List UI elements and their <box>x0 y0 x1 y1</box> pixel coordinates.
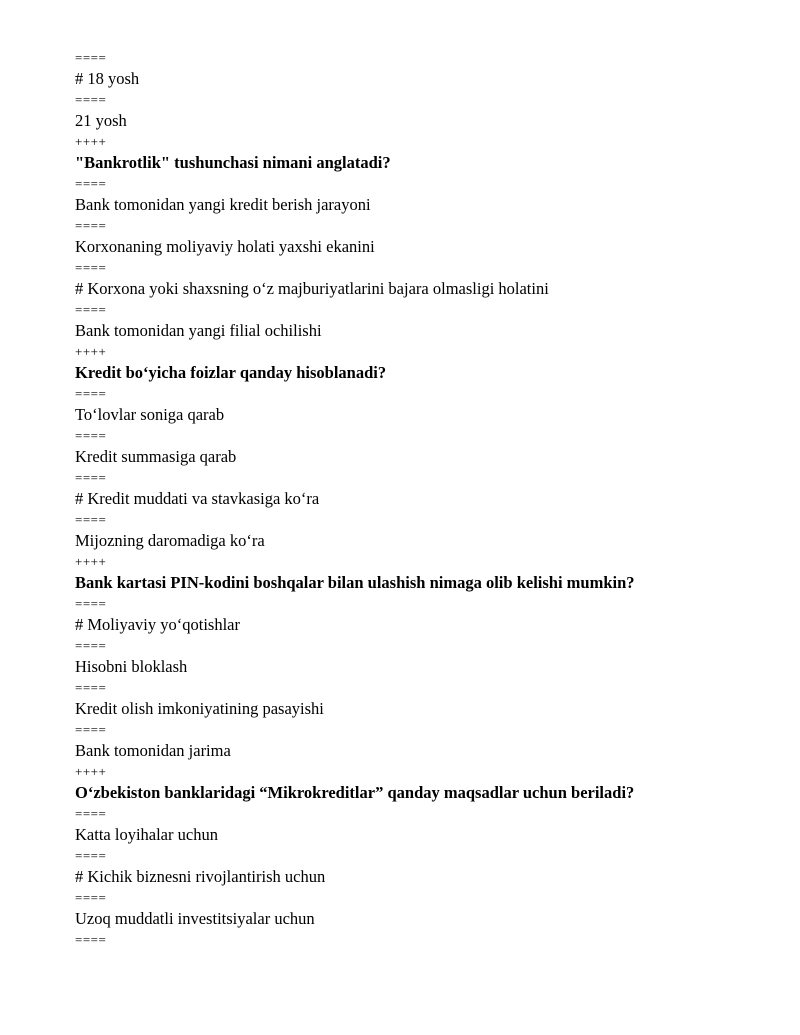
question-text: "Bankrotlik" tushunchasi nimani anglatadi? <box>75 153 391 172</box>
answer-option: # Korxona yoki shaxsning o‘z majburiyatlarini bajara olmasligi holatini <box>75 279 549 298</box>
answer-option: Bank tomonidan yangi kredit berish jarayoni <box>75 195 371 214</box>
question-text: Kredit bo‘yicha foizlar qanday hisoblanadi? <box>75 363 387 382</box>
answer-option: # 18 yosh <box>75 69 140 88</box>
answer-option: # Moliyaviy yo‘qotishlar <box>75 615 240 634</box>
separator-line: ==== <box>75 638 107 653</box>
answer-option: Bank tomonidan jarima <box>75 741 231 760</box>
separator-line: ++++ <box>75 344 107 359</box>
answer-option: Bank tomonidan yangi filial ochilishi <box>75 321 322 340</box>
separator-line: ==== <box>75 92 107 107</box>
separator-line: ==== <box>75 218 107 233</box>
answer-option: 21 yosh <box>75 111 127 130</box>
separator-line: ==== <box>75 806 107 821</box>
question-text: O‘zbekiston banklaridagi “Mikrokreditlar” qanday maqsadlar uchun beriladi? <box>75 783 635 802</box>
separator-line: ++++ <box>75 134 107 149</box>
separator-line: ==== <box>75 470 107 485</box>
separator-line: ==== <box>75 512 107 527</box>
separator-line: ==== <box>75 722 107 737</box>
answer-option: Kredit olish imkoniyatining pasayishi <box>75 699 324 718</box>
separator-line: ++++ <box>75 764 107 779</box>
quiz-content <box>75 47 775 950</box>
separator-line: ==== <box>75 428 107 443</box>
answer-option: # Kichik biznesni rivojlantirish uchun <box>75 867 326 886</box>
separator-line: ++++ <box>75 554 107 569</box>
answer-option: # Kredit muddati va stavkasiga ko‘ra <box>75 489 320 508</box>
answer-option: Hisobni bloklash <box>75 657 188 676</box>
separator-line: ==== <box>75 932 107 947</box>
separator-line: ==== <box>75 848 107 863</box>
answer-option: Korxonaning moliyaviy holati yaxshi ekanini <box>75 237 375 256</box>
separator-line: ==== <box>75 680 107 695</box>
separator-line: ==== <box>75 260 107 275</box>
separator-line: ==== <box>75 890 107 905</box>
answer-option: Uzoq muddatli investitsiyalar uchun <box>75 909 315 928</box>
answer-option: Mijozning daromadiga ko‘ra <box>75 531 265 550</box>
question-text: Bank kartasi PIN-kodini boshqalar bilan ulashish nimaga olib kelishi mumkin? <box>75 573 635 592</box>
separator-line: ==== <box>75 386 107 401</box>
separator-line: ==== <box>75 596 107 611</box>
answer-option: Katta loyihalar uchun <box>75 825 218 844</box>
separator-line: ==== <box>75 176 107 191</box>
separator-line: ==== <box>75 302 107 317</box>
answer-option: Kredit summasiga qarab <box>75 447 237 466</box>
answer-option: To‘lovlar soniga qarab <box>75 405 225 424</box>
separator-line: ==== <box>75 50 107 65</box>
